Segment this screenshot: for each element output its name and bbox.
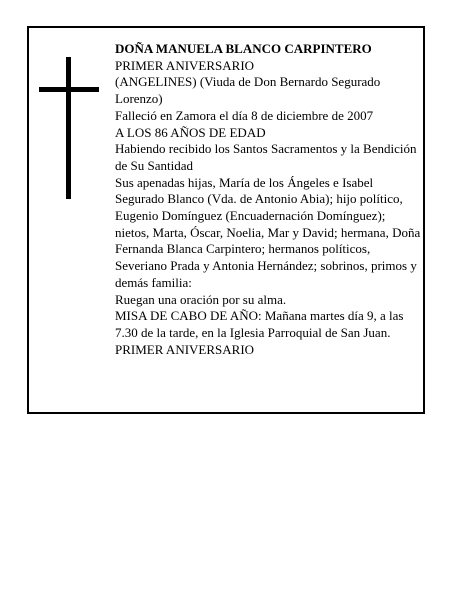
cross-vertical-bar <box>66 57 71 199</box>
deceased-name: DOÑA MANUELA BLANCO CARPINTERO <box>115 41 372 56</box>
cross-icon <box>39 57 99 199</box>
sacraments-line: Habiendo recibido los Santos Sacramentos y la Bendición de Su Santidad <box>115 141 417 173</box>
nickname-line: (ANGELINES) (Viuda de Don Bernardo Segurado Lorenzo) <box>115 74 381 107</box>
age-line: A LOS 86 AÑOS DE EDAD <box>115 124 266 140</box>
anniversary-footer: PRIMER ANIVERSARIO <box>115 341 255 357</box>
death-line: Falleció en Zamora el día 8 de diciembre de 2007 <box>115 107 374 123</box>
obituary-notice <box>27 26 425 414</box>
mass-line: MISA DE CABO DE AÑO: Mañana martes día 9, a las 7.30 de la tarde, en la Iglesia Parroquial de San Juan. <box>115 308 404 340</box>
prayer-line: Ruegan una oración por su alma. <box>115 291 287 307</box>
family-paragraph: Sus apenadas hijas, María de los Ángeles e Isabel Segurado Blanco (Vda. de Antonio Abia); hijo político, Eugenio Domínguez (Encuadernación Domínguez); nietos, Marta, Óscar, Noelia, Mar y David; hermana, Doña Fernanda Blanca Carpintero; hermanos políticos, Severiano Prada y Antonia Hernández; sobrinos, primos y demás familia: <box>115 174 421 290</box>
notice-text-block <box>115 41 421 358</box>
cross-horizontal-bar <box>39 87 99 92</box>
anniversary-heading: PRIMER ANIVERSARIO <box>115 57 255 73</box>
